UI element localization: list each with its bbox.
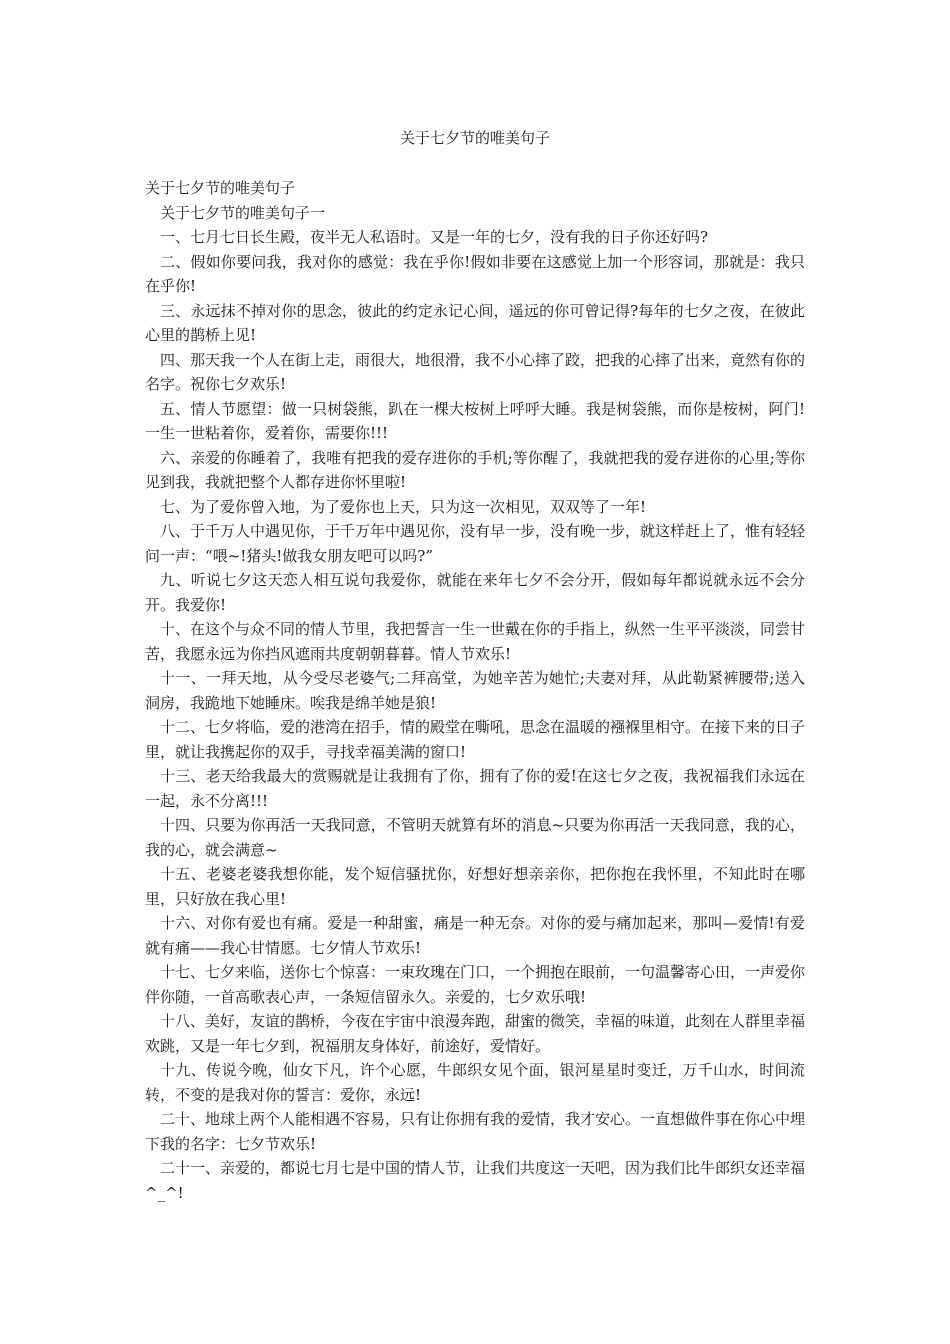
paragraph: 十二、七夕将临，爱的港湾在招手，情的殿堂在嘶吼，思念在温暖的襁褓里相守。在接下来的日子里，就让我携起你的双手，寻找幸福美满的窗口! [145, 718, 806, 761]
paragraph: 十一、一拜天地，从今受尽老婆气;二拜高堂，为她辛苦为她忙;夫妻对拜，从此勒紧裤腰带;送入洞房，我跪地下她睡床。唉我是绵羊她是狼! [145, 669, 805, 712]
paragraph: 十、在这个与众不同的情人节里，我把誓言一生一世戴在你的手指上，纵然一生平平淡淡，同尝甘苦，我愿永远为你挡风遮雨共度朝朝暮暮。情人节欢乐! [145, 620, 806, 663]
paragraph: 十七、七夕来临，送你七个惊喜：一束玫瑰在门口，一个拥抱在眼前，一句温馨寄心田，一声爱你伴你随，一首高歌表心声，一条短信留永久。亲爱的，七夕欢乐哦! [145, 963, 806, 1006]
section-title: 关于七夕节的唯美句子一 [160, 203, 326, 222]
paragraph: 十八、美好，友谊的鹊桥，今夜在宇宙中浪漫奔跑，甜蜜的微笑，幸福的味道，此刻在人群里幸福欢跳，又是一年七夕到，祝福朋友身体好，前途好，爱情好。 [145, 1012, 806, 1055]
document-heading: 关于七夕节的唯美句子 [145, 179, 296, 197]
document-body [145, 176, 805, 1205]
paragraph: 六、亲爱的你睡着了，我唯有把我的爱存进你的手机;等你醒了，我就把我的爱存进你的心里;等你见到我，我就把整个人都存进你怀里啦! [145, 448, 805, 491]
paragraph: 三、永远抹不掉对你的思念，彼此的约定永记心间，遥远的你可曾记得?每年的七夕之夜，在彼此心里的鹊桥上见! [145, 301, 805, 344]
paragraph: 八、于千万人中遇见你，于千万年中遇见你，没有早一步，没有晚一步，就这样赶上了，惟有轻轻问一声：“喂~!猪头!做我女朋友吧可以吗?” [145, 522, 806, 565]
paragraph: 九、听说七夕这天恋人相互说句我爱你，就能在来年七夕不会分开，假如每年都说就永远不会分开。我爱你! [145, 571, 805, 614]
paragraph: 二、假如你要问我，我对你的感觉：我在乎你!假如非要在这感觉上加一个形容词，那就是：我只在乎你! [145, 252, 805, 295]
paragraph: 四、那天我一个人在街上走，雨很大，地很滑，我不小心摔了跤，把我的心摔了出来，竟然有你的名字。祝你七夕欢乐! [145, 350, 806, 393]
paragraph: 一、七月七日长生殿，夜半无人私语时。又是一年的七夕，没有我的日子你还好吗? [160, 228, 709, 246]
paragraph: 七、为了爱你曾入地，为了爱你也上天，只为这一次相见，双双等了一年! [160, 497, 647, 516]
paragraph: 二十、地球上两个人能相遇不容易，只有让你拥有我的爱情，我才安心。一直想做件事在你心中埋下我的名字：七夕节欢乐! [145, 1110, 806, 1153]
paragraph: 十九、传说今晚，仙女下凡，许个心愿，牛郎织女见个面，银河星星时变迁，万千山水，时间流转，不变的是我对你的誓言：爱你，永远! [145, 1061, 805, 1104]
paragraph: 五、情人节愿望：做一只树袋熊，趴在一棵大桉树上呼呼大睡。我是树袋熊，而你是桉树，阿门!一生一世粘着你，爱着你，需要你!!! [145, 399, 805, 442]
paragraph: 十四、只要为你再活一天我同意，不管明天就算有坏的消息~只要为你再活一天我同意，我的心，我的心，就会满意~ [145, 816, 805, 859]
paragraph: 十五、老婆老婆我想你能，发个短信骚扰你，好想好想亲亲你，把你抱在我怀里，不知此时在哪里，只好放在我心里! [145, 865, 805, 908]
paragraph: 十三、老天给我最大的赏赐就是让我拥有了你，拥有了你的爱!在这七夕之夜，我祝福我们永远在一起，永不分离!!! [145, 767, 805, 810]
paragraph: 十六、对你有爱也有痛。爱是一种甜蜜，痛是一种无奈。对你的爱与痛加起来，那叫—爱情!有爱就有痛——我心甘情愿。七夕情人节欢乐! [145, 914, 805, 957]
paragraph: 二十一、亲爱的，都说七月七是中国的情人节，让我们共度这一天吧，因为我们比牛郎织女还幸福^_^! [145, 1159, 806, 1202]
document-title: 关于七夕节的唯美句子 [399, 129, 550, 147]
